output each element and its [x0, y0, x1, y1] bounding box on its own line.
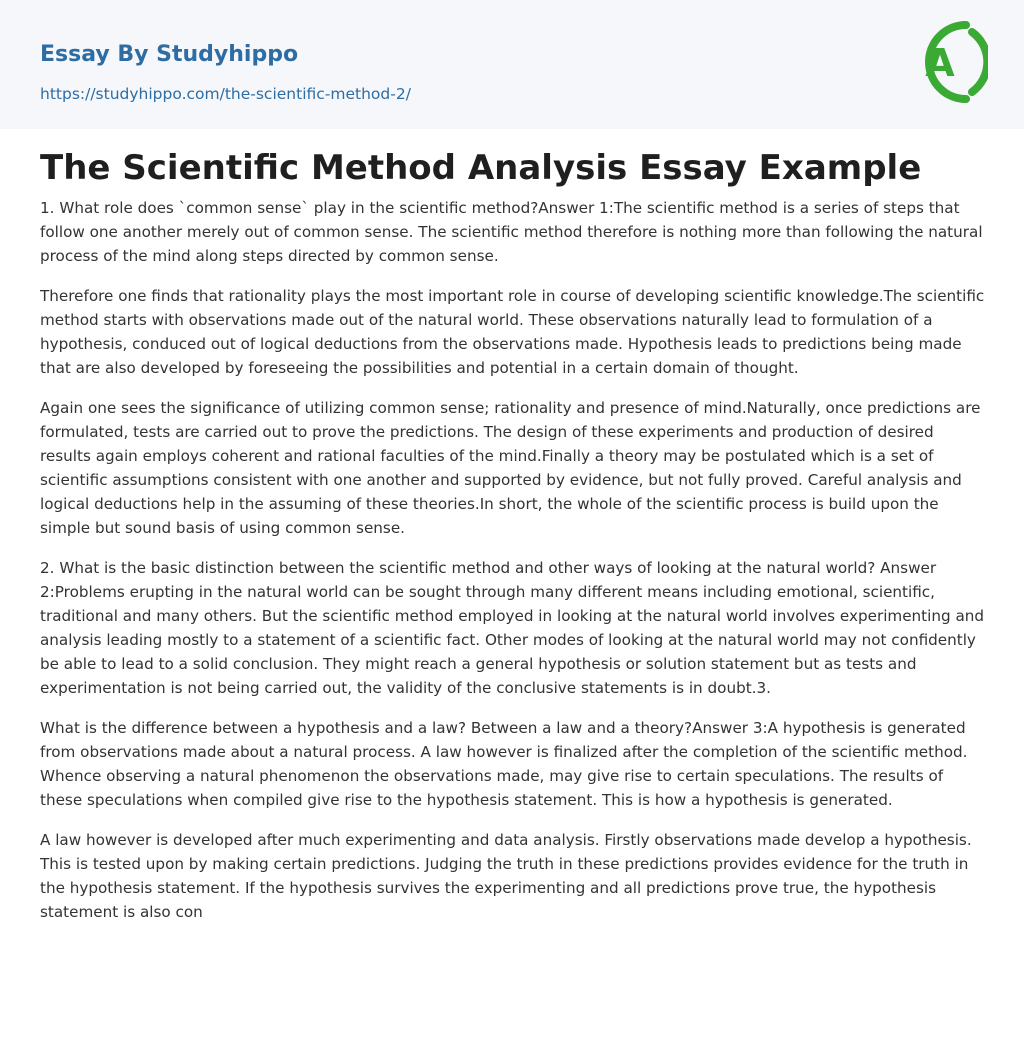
paragraph: 2. What is the basic distinction between the scientific method and other ways of looking at the natural world? Answer 2:Problems erupting in the natural world can be sought through many different means including emotional, scientific, traditional and many others. But the scientific method employed in looking at the natural world involves experimenting and analysis leading mostly to a statement of a scientific fact. Other modes of looking at the natural world may not confidently be able to lead to a solid conclusion. They might reach a general hypothesis or solution statement but as tests and experimentation is not being carried out, the validity of the conclusive statements is in doubt.3. — [40, 559, 985, 697]
site-title[interactable]: Essay By Studyhippo — [40, 42, 299, 67]
source-url-link[interactable]: https://studyhippo.com/the-scientific-method-2/ — [40, 85, 411, 103]
paragraph: 1. What role does `common sense` play in the scientific method?Answer 1:The scientific method is a series of steps that follow one another merely out of common sense. The scientific method therefore is nothing more than following the natural process of the mind along steps directed by common sense. — [40, 199, 983, 265]
logo-letter: A — [925, 41, 955, 85]
site-header — [0, 0, 1024, 129]
page-title: The Scientific Method Analysis Essay Example — [40, 148, 922, 188]
paragraph: Therefore one finds that rationality plays the most important role in course of developing scientific knowledge.The scientific method starts with observations made out of the natural world. These observations naturally lead to formulation of a hypothesis, conduced out of logical deductions from the observations made. Hypothesis leads to predictions being made that are also developed by foreseeing the possibilities and potential in a certain domain of thought. — [40, 287, 985, 377]
article-content — [40, 146, 988, 940]
paragraph: A law however is developed after much experimenting and data analysis. Firstly observations made develop a hypothesis. This is tested upon by making certain predictions. Judging the truth in these predictions provides evidence for the truth in the hypothesis statement. If the hypothesis survives the experimenting and all predictions prove true, the hypothesis statement is also con — [40, 831, 972, 921]
paragraph: What is the difference between a hypothesis and a law? Between a law and a theory?Answer 3:A hypothesis is generated from observations made about a natural process. A law however is finalized after the completion of the scientific method. Whence observing a natural phenomenon the observations made, may give rise to certain speculations. The results of these speculations when compiled give rise to the hypothesis statement. This is how a hypothesis is generated. — [40, 719, 968, 809]
studyhippo-logo-icon[interactable] — [910, 18, 988, 106]
paragraph: Again one sees the significance of utilizing common sense; rationality and presence of mind.Naturally, once predictions are formulated, tests are carried out to prove the predictions. The design of these experiments and production of desired results again employs coherent and rational faculties of the mind.Finally a theory may be postulated which is a set of scientific assumptions consistent with one another and supported by evidence, but not fully proved. Careful analysis and logical deductions help in the assuming of these theories.In short, the whole of the scientific process is build upon the simple but sound basis of using common sense. — [40, 399, 981, 537]
